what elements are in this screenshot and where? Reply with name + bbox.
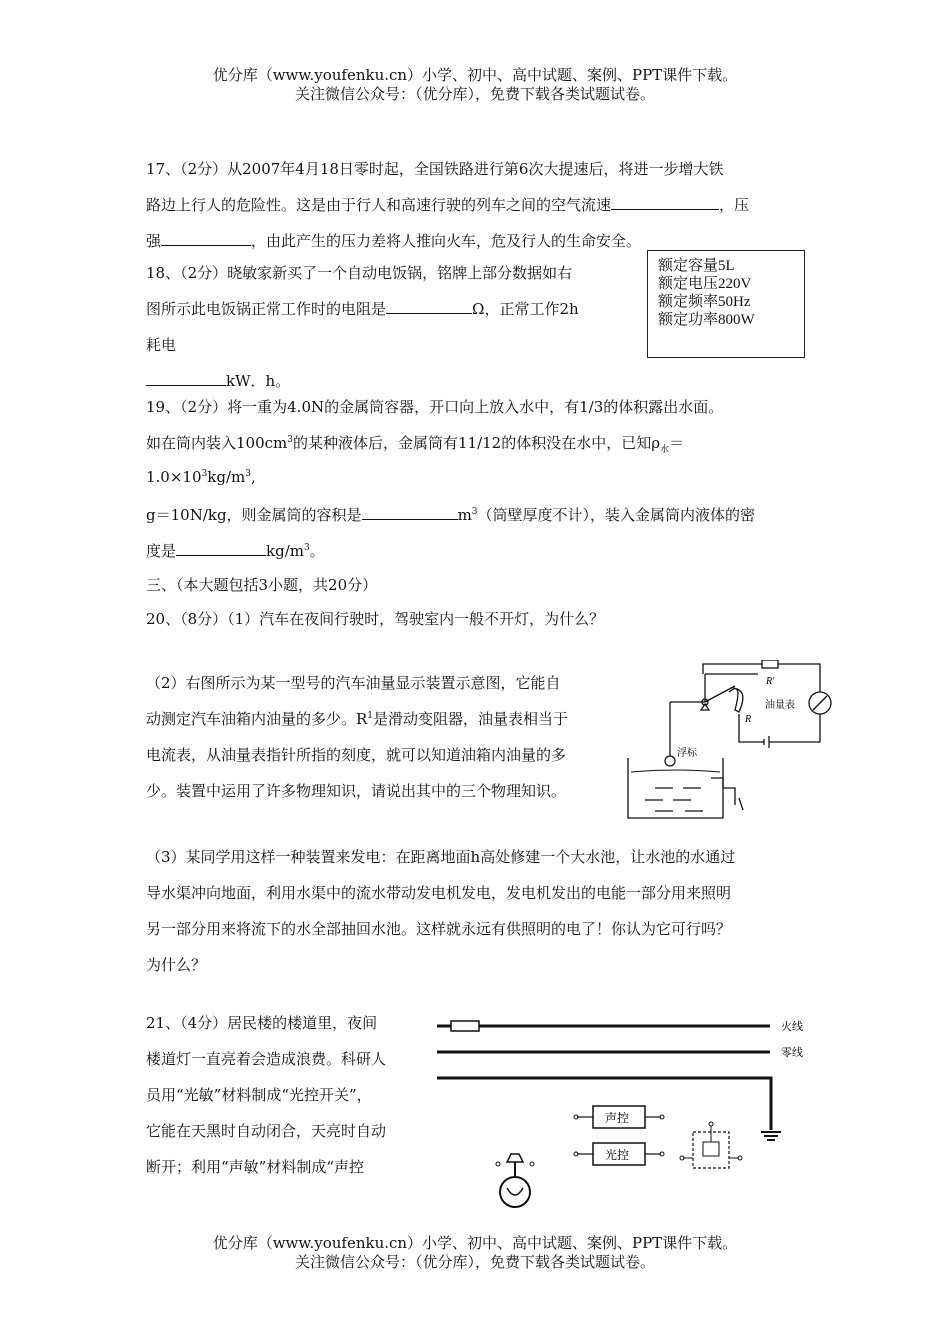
nameplate-box	[647, 250, 805, 358]
q21-line-5: 断开；利用“声敏”材料制成“声控	[146, 1158, 365, 1176]
resistor-r-prime	[762, 660, 778, 668]
q21-line-4: 它能在天黑时自动闭合，天亮时自动	[146, 1122, 387, 1140]
q21-line-1: 21、（4分）居民楼的楼道里，夜间	[146, 1014, 378, 1032]
q21-line-3: 员用“光敏”材料制成“光控开关”，	[146, 1086, 372, 1104]
q21-line-2: 楼道灯一直亮着会造成浪费。科研人	[146, 1050, 387, 1068]
q18-line-3: 耗电	[146, 336, 177, 354]
q20-line-1: 20、（8分）（1）汽车在夜间行驶时，驾驶室内一般不开灯，为什么？	[146, 610, 605, 628]
q18-blank-2[interactable]	[146, 371, 226, 386]
label-float: 浮标	[677, 748, 697, 759]
lamp	[500, 1177, 530, 1207]
q20-p2-line-2: 动测定汽车油箱内油量的多少。$R^1$是滑动变阻器，油量表相当于	[146, 710, 569, 728]
header-line-1: 优分库（www.youfenku.cn）小学、初中、高中试题、案例、PPT课件下载。	[212, 66, 738, 84]
header-line-2: 关注微信公众号：（优分库），免费下载各类试题试卷。	[294, 85, 655, 103]
q20-p3-line-4: 为什么？	[146, 956, 207, 974]
float	[665, 756, 675, 766]
label-light-switch: 光控	[605, 1148, 630, 1162]
label-r: R	[745, 714, 752, 725]
q17-blank-2[interactable]	[161, 231, 251, 246]
q19-blank-2[interactable]	[176, 541, 266, 556]
q19-line-1: 19、（2分）将一重为4.0N的金属筒容器，开口向上放入水中，有1/3的体积露出水面。	[146, 398, 724, 416]
nameplate-power: 额定功率800W	[658, 312, 755, 328]
fuel-gauge-diagram	[625, 660, 840, 825]
q19-line-5: 度是 $kg/m^3$。	[146, 542, 325, 560]
ground-wire	[437, 1078, 771, 1130]
nameplate-voltage: 额定电压220V	[658, 276, 752, 292]
q18-line-2: 图所示此电饭锅正常工作时的电阻是 Ω，正常工作2h	[146, 300, 579, 318]
label-live-wire: 火线	[781, 1020, 803, 1033]
q20-p3-line-1: （3）某同学用这样一种装置来发电：在距离地面h高处修建一个大水池，让水池的水通过	[146, 848, 736, 866]
section-3-heading: 三、（本大题包括3小题，共20分）	[146, 576, 378, 594]
label-r-prime: R′	[766, 676, 775, 687]
q20-p2-line-3: 电流表，从油量表指针所指的刻度，就可以知道油箱内油量的多	[146, 746, 567, 764]
q18-line-1: 18、（2分）晓敏家新买了一个自动电饭锅，铭牌上部分数据如右	[146, 264, 573, 282]
rheostat-r	[729, 688, 743, 712]
wiring-diagram	[435, 1012, 815, 1212]
footer-line-1: 优分库（www.youfenku.cn）小学、初中、高中试题、案例、PPT课件下载。	[212, 1234, 738, 1252]
q20-p3-line-2: 导水渠冲向地面，利用水渠中的流水带动发电机发电，发电机发出的电能一部分用来照明	[146, 884, 732, 902]
q18-line-4: kW．h。	[146, 370, 290, 391]
q17-line-2: 路边上行人的危险性。这是由于行人和高速行驶的列车之间的空气流速 ，压	[146, 196, 750, 214]
label-fuel-meter: 油量表	[765, 700, 795, 711]
q17-blank-1[interactable]	[611, 195, 719, 210]
q20-p2-line-1: （2）右图所示为某一型号的汽车油量显示装置示意图，它能自	[146, 674, 561, 692]
q20-p2-line-4: 少。装置中运用了许多物理知识，请说出其中的三个物理知识。	[146, 782, 567, 800]
q19-blank-1[interactable]	[362, 505, 458, 520]
q19-line-3: $1.0\times 10^3kg/m^3$,	[146, 468, 256, 486]
q18-blank-1[interactable]	[386, 299, 472, 314]
q19-line-4: g＝10N/kg，则金属筒的容积是 $m^3$（筒壁厚度不计），装入金属筒内液体的密	[146, 506, 756, 524]
label-sound-switch: 声控	[605, 1111, 630, 1125]
q19-line-2: 如在筒内装入$100cm^3$的某种液体后，金属筒有11/12的体积没在水中，已知$\rho_水=$	[146, 434, 685, 455]
label-neutral-wire: 零线	[781, 1046, 803, 1059]
nameplate-frequency: 额定频率50Hz	[658, 294, 751, 310]
fuel-tank	[628, 758, 723, 818]
q20-p3-line-3: 另一部分用来将流下的水全部抽回水池。这样就永远有供照明的电了！你认为它可行吗？	[146, 920, 732, 938]
fuse	[451, 1021, 479, 1031]
q17-line-3: 强 ，由此产生的压力差将人推向火车，危及行人的生命安全。	[146, 232, 642, 250]
footer-line-2: 关注微信公众号：（优分库），免费下载各类试题试卷。	[294, 1253, 655, 1271]
nameplate-capacity: 额定容量5L	[658, 258, 735, 274]
q17-line-1: 17、（2分）从2007年4月18日零时起，全国铁路进行第6次大提速后，将进一步增大铁	[146, 160, 724, 178]
